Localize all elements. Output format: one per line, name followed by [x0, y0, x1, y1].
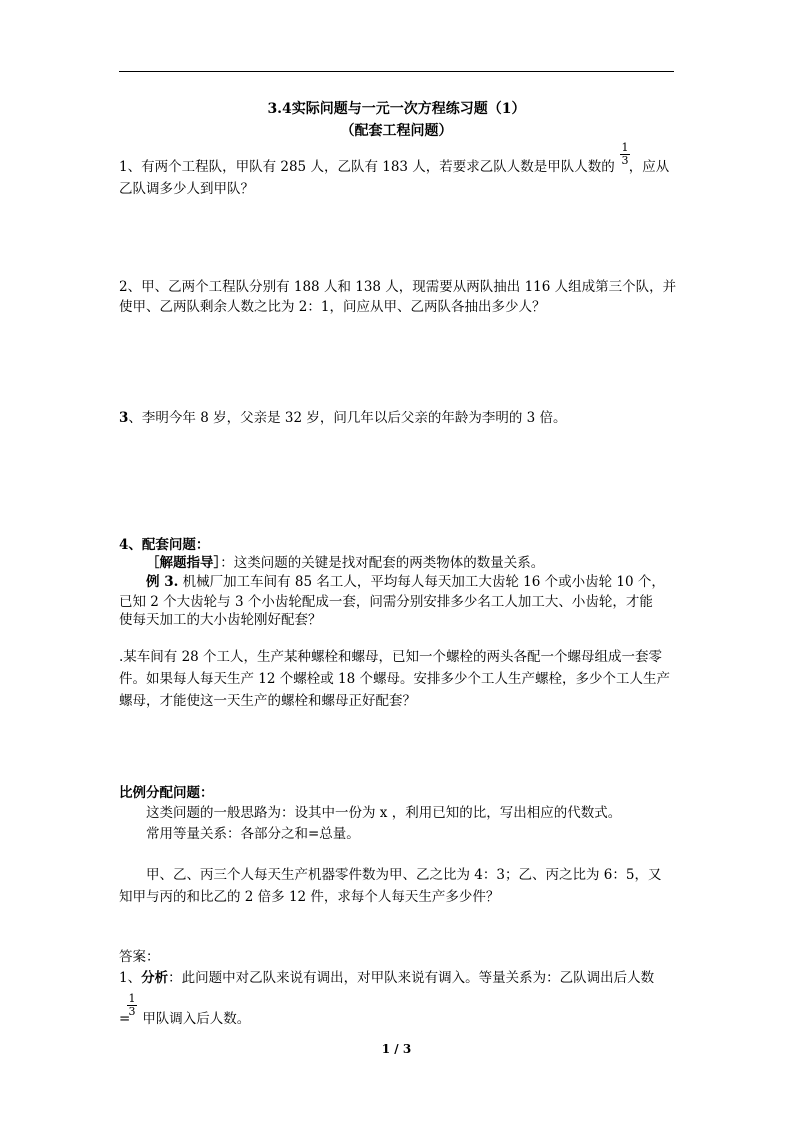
- page-number: 1 / 3: [381, 1042, 412, 1056]
- example-label: 例 3.: [146, 574, 179, 590]
- example-line-2: 已知 2 个大齿轮与 3 个小齿轮配成一套，问需分别安排多少名工人加工大、小齿轮，才能: [119, 594, 653, 610]
- q3-number: 3: [119, 410, 129, 426]
- problem-line-3: 螺母，才能使这一天生产的螺栓和螺母正好配套？: [119, 693, 416, 709]
- header-rule: [119, 71, 674, 72]
- answer-1-text-2: 甲队调入后人数。: [142, 1011, 251, 1027]
- question-2-line-2: 使甲、乙两队剩余人数之比为 2：1，问应从甲、乙两队各抽出多少人？: [119, 299, 546, 315]
- answer-fraction-denominator: 3: [128, 1005, 136, 1018]
- question-2-line-1: 2、甲、乙两个工程队分别有 188 人和 138 人，现需要从两队抽出 116 人组成第三个队，并: [119, 279, 677, 295]
- page-subtitle: （配套工程问题）: [340, 123, 453, 139]
- answer-1-number: 1、: [119, 970, 142, 986]
- answer-heading: 答案：: [119, 949, 160, 965]
- answer-1-line-1: [119, 967, 679, 989]
- example-line-1: [146, 571, 706, 593]
- question-1-line-2: 乙队调多少人到甲队？: [119, 181, 254, 197]
- guide-text: ：这类问题的关键是找对配套的两类物体的数量关系。: [220, 555, 545, 571]
- answer-1-equals: =: [119, 1011, 131, 1027]
- ratio-line-1: 这类问题的一般思路为：设其中一份为 x ，利用已知的比，写出相应的代数式。: [146, 805, 622, 821]
- section-4-heading: 4、配套问题：: [119, 537, 210, 553]
- answer-fraction-numerator: 1: [128, 992, 136, 1005]
- ratio-problem-line-2: 知甲与丙的和比乙的 2 倍多 12 件，求每个人每天生产多少件？: [119, 889, 500, 905]
- ratio-line-2: 常用等量关系：各部分之和=总量。: [146, 826, 360, 842]
- problem-line-1: .某车间有 28 个工人，生产某种螺栓和螺母，已知一个螺栓的两头各配一个螺母组成一套零: [119, 649, 663, 665]
- guide-label: ［解题指导］: [146, 555, 221, 571]
- q1-fraction: [620, 142, 630, 167]
- answer-1-text: ：此问题中对乙队来说有调出，对甲队来说有调入。等量关系为：乙队调出后人数: [168, 970, 655, 986]
- answer-fraction: [127, 993, 137, 1018]
- page-title: 3.4实际问题与一元一次方程练习题（1）: [267, 101, 526, 117]
- example-line-3: 使每天加工的大小齿轮刚好配套？: [119, 612, 322, 628]
- q1-fraction-denominator: 3: [621, 154, 629, 167]
- q3-text: 、李明今年 8 岁，父亲是 32 岁，问几年以后父亲的年龄为李明的 3 倍。: [128, 410, 567, 426]
- problem-line-2: 件。如果每人每天生产 12 个螺栓或 18 个螺母。安排多少个工人生产螺栓，多少个工人生产: [119, 671, 671, 687]
- answer-1-line-2: [119, 1005, 679, 1030]
- ratio-problem-line-1: 甲、乙、丙三个人每天生产机器零件数为甲、乙之比为 4：3；乙、丙之比为 6：5，又: [146, 867, 662, 883]
- q1-fraction-numerator: 1: [621, 141, 629, 154]
- question-3: [119, 407, 679, 429]
- q1-text-end: ，应从: [628, 159, 670, 175]
- question-1-line-1: [119, 156, 679, 178]
- answer-1-label: 分析: [141, 970, 169, 986]
- q1-text: 1、有两个工程队，甲队有 285 人，乙队有 183 人，若要求乙队人数是甲队人数的: [119, 159, 615, 175]
- ratio-heading: 比例分配问题：: [119, 785, 214, 801]
- example-text-1: 机械厂加工车间有 85 名工人，平均每人每天加工大齿轮 16 个或小齿轮 10 个，: [178, 574, 665, 590]
